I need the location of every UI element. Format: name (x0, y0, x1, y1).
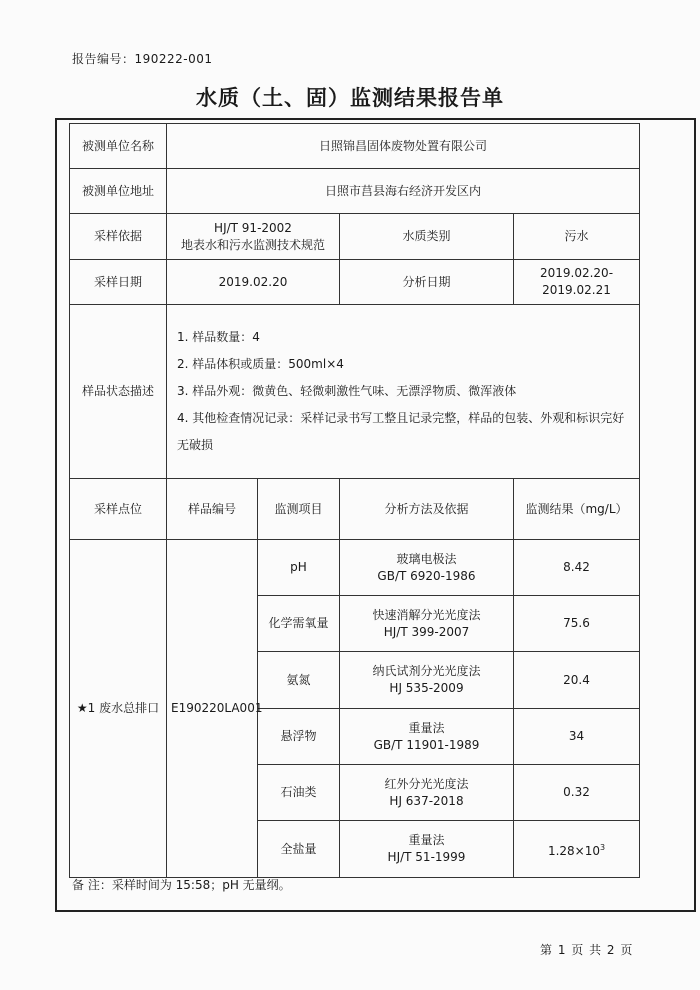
header-sample-no: 样品编号 (167, 479, 258, 540)
result-value: 34 (514, 709, 640, 765)
sample-date-value: 2019.02.20 (167, 260, 340, 305)
result-value (514, 821, 640, 878)
sample-date-label: 采样日期 (70, 260, 167, 305)
item-name: 石油类 (258, 765, 340, 821)
method-cell (340, 652, 514, 709)
basis-label: 采样依据 (70, 214, 167, 260)
method-standard: HJ 637-2018 (389, 793, 464, 808)
method-cell (340, 765, 514, 821)
unit-name-value: 日照锦昌固体废物处置有限公司 (167, 124, 640, 169)
row-basis (70, 214, 640, 260)
item-name: 氨氮 (258, 652, 340, 709)
report-number: 报告编号：190222-001 (72, 52, 213, 66)
method-standard: HJ/T 399-2007 (383, 624, 470, 639)
page-title: 水质（土、固）监测结果报告单 (196, 86, 504, 110)
unit-address-label: 被测单位地址 (70, 169, 167, 214)
row-unit-address (70, 169, 640, 214)
remarks: 备 注：采样时间为 15:58；pH 无量纲。 (72, 878, 291, 892)
result-value: 75.6 (514, 596, 640, 652)
water-type-label: 水质类别 (340, 214, 514, 260)
results-header-row (70, 479, 640, 540)
result-row (70, 540, 640, 596)
method-standard: GB/T 11901-1989 (373, 737, 480, 752)
method-name: 纳氏试剂分光光度法 (372, 664, 481, 678)
method-name: 玻璃电极法 (396, 551, 457, 566)
item-name: pH (258, 540, 340, 596)
status-item: 2. 样品体积或质量：500ml×4 (177, 357, 344, 371)
method-cell (340, 821, 514, 878)
result-value: 20.4 (514, 652, 640, 709)
method-cell (340, 596, 514, 652)
status-item: 1. 样品数量：4 (177, 330, 260, 344)
item-name: 悬浮物 (258, 709, 340, 765)
basis-title: 地表水和污水监测技术规范 (180, 237, 325, 252)
method-cell (340, 540, 514, 596)
header-method: 分析方法及依据 (340, 479, 514, 540)
header-item: 监测项目 (258, 479, 340, 540)
page-number: 第 1 页 共 2 页 (540, 943, 634, 957)
analysis-date-label: 分析日期 (340, 260, 514, 305)
method-name: 重量法 (408, 833, 445, 847)
status-item: 4. 其他检查情况记录：采样记录书写工整且记录完整，样品的包装、外观和标识完好无破损 (177, 411, 625, 452)
report-table (69, 123, 640, 878)
status-label: 样品状态描述 (70, 305, 167, 479)
sample-number: E190220LA001 (167, 540, 258, 878)
method-cell (340, 709, 514, 765)
result-value: 8.42 (514, 540, 640, 596)
result-value: 0.32 (514, 765, 640, 821)
method-standard: GB/T 6920-1986 (377, 568, 476, 583)
header-point: 采样点位 (70, 479, 167, 540)
item-name: 化学需氧量 (258, 596, 340, 652)
status-item: 3. 样品外观：微黄色、轻微刺激性气味、无漂浮物质、微浑液体 (177, 384, 517, 398)
header-result: 监测结果（mg/L） (514, 479, 640, 540)
method-name: 重量法 (408, 720, 445, 735)
result-base: 1.28×10 (547, 843, 600, 858)
basis-standard: HJ/T 91-2002 (214, 220, 292, 235)
method-standard: HJ 535-2009 (389, 681, 464, 695)
row-unit-name (70, 124, 640, 169)
sampling-point: ★1 废水总排口 (70, 540, 167, 878)
item-name: 全盐量 (258, 821, 340, 878)
result-exponent: 3 (599, 842, 606, 852)
status-list (167, 305, 640, 479)
unit-address-value: 日照市莒县海右经济开发区内 (167, 169, 640, 214)
method-name: 快速消解分光光度法 (372, 607, 481, 622)
basis-value (167, 214, 340, 260)
row-status (70, 305, 640, 479)
method-standard: HJ/T 51-1999 (387, 850, 466, 864)
analysis-date-value: 2019.02.20-2019.02.21 (514, 260, 640, 305)
water-type-value: 污水 (514, 214, 640, 260)
method-name: 红外分光光度法 (384, 776, 469, 791)
unit-name-label: 被测单位名称 (70, 124, 167, 169)
row-dates (70, 260, 640, 305)
